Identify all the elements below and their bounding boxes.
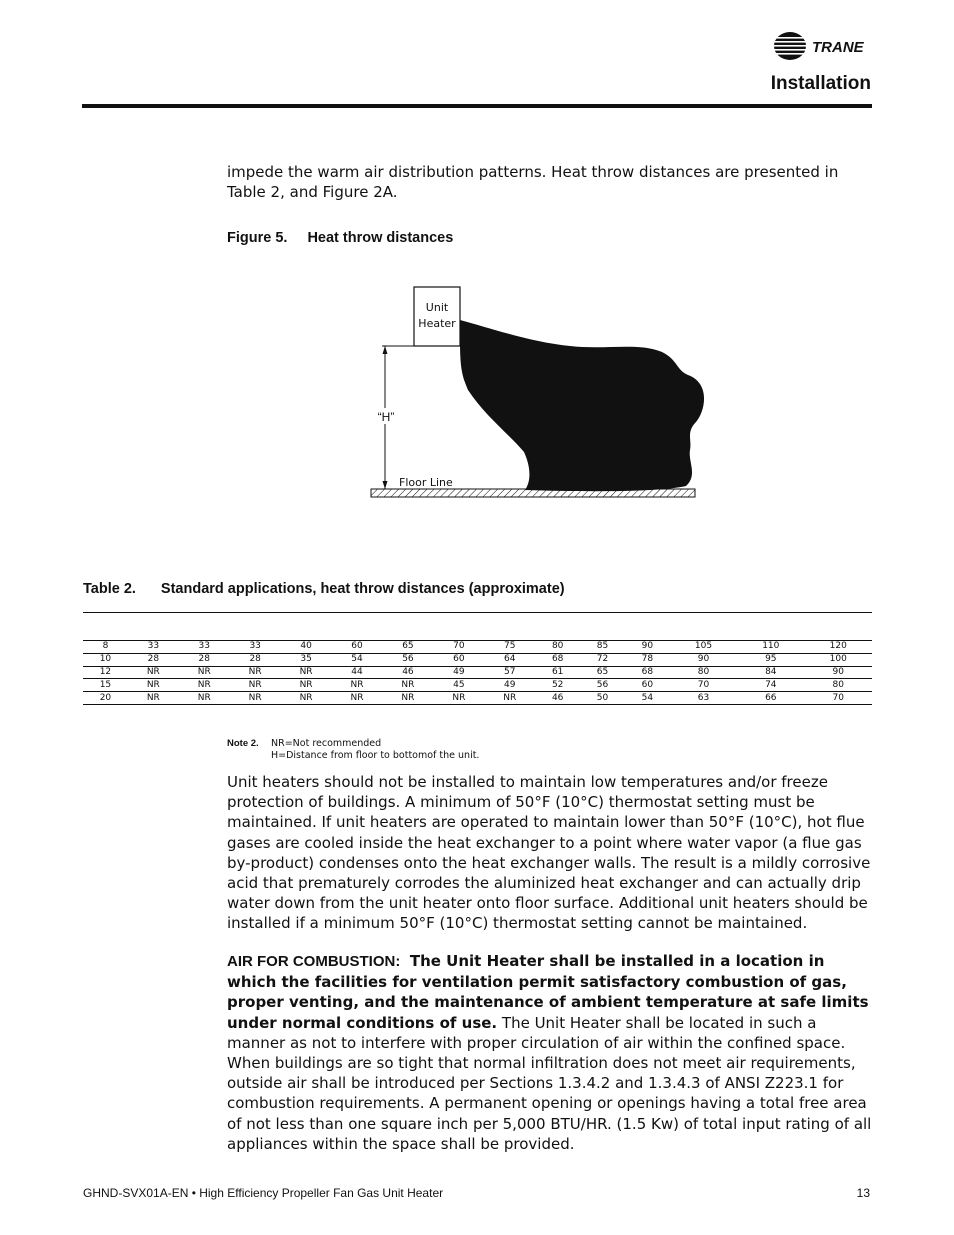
table-cell: 54 xyxy=(625,692,670,705)
table-top-rule xyxy=(83,612,872,613)
table-cell: NR xyxy=(230,679,281,692)
table-cell: NR xyxy=(128,679,179,692)
table-cell: 90 xyxy=(625,641,670,654)
air-combustion-bold: The Unit Heater shall be installed in a location in which the facilities for ventilation permit satisfactory combustion of gas, proper venting, and the maintenance of ambient temperature at safe limits under normal conditions of use. xyxy=(227,952,869,1032)
table-cell: NR xyxy=(179,679,230,692)
unit-label-line2: Heater xyxy=(418,317,456,330)
table-cell: 28 xyxy=(179,653,230,666)
table-cell: 57 xyxy=(484,666,535,679)
table-cell: 28 xyxy=(128,653,179,666)
table-cell: 72 xyxy=(580,653,625,666)
table-cell: 45 xyxy=(433,679,484,692)
table-cell: 44 xyxy=(332,666,383,679)
h-arrow-bottom xyxy=(383,481,388,489)
table-cell: 35 xyxy=(281,653,332,666)
unit-label-line1: Unit xyxy=(425,301,449,314)
table-cell: 20 xyxy=(83,692,128,705)
table-cell: NR xyxy=(281,692,332,705)
table-cell: 10 xyxy=(83,653,128,666)
table-row xyxy=(83,653,872,666)
table-cell: 50 xyxy=(580,692,625,705)
table-cell: 65 xyxy=(580,666,625,679)
table-cell: 52 xyxy=(535,679,580,692)
table-cell: 46 xyxy=(535,692,580,705)
table-cell: 74 xyxy=(737,679,804,692)
table-cell: 33 xyxy=(230,641,281,654)
trane-logo xyxy=(772,28,874,64)
table-cell: NR xyxy=(484,692,535,705)
table-cell: 56 xyxy=(382,653,433,666)
air-plume-shape xyxy=(460,320,704,491)
table-cell: 63 xyxy=(670,692,737,705)
h-arrow-top xyxy=(383,346,388,354)
table-row xyxy=(83,679,872,692)
h-label: “H” xyxy=(377,410,395,424)
table-cell: NR xyxy=(433,692,484,705)
table-cell: 105 xyxy=(670,641,737,654)
table-cell: 15 xyxy=(83,679,128,692)
heat-throw-diagram xyxy=(360,280,720,510)
table-row xyxy=(83,692,872,705)
table-cell: 100 xyxy=(804,653,872,666)
table-cell: 95 xyxy=(737,653,804,666)
table-cell: 70 xyxy=(433,641,484,654)
note-label: Note 2. xyxy=(227,738,259,749)
footer-page-number: 13 xyxy=(856,1186,870,1200)
table-cell: 60 xyxy=(625,679,670,692)
table-cell: 56 xyxy=(580,679,625,692)
figure-number: Figure 5. xyxy=(227,230,288,246)
table-cell: 12 xyxy=(83,666,128,679)
paragraph-air-for-combustion xyxy=(227,951,872,1154)
brand-text: TRANE xyxy=(812,39,864,56)
table-cell: NR xyxy=(382,679,433,692)
table-note xyxy=(227,738,479,761)
table-cell: NR xyxy=(332,679,383,692)
table-cell: NR xyxy=(281,679,332,692)
table-cell: 80 xyxy=(804,679,872,692)
table-caption xyxy=(83,581,565,597)
table-cell: 68 xyxy=(535,653,580,666)
table-cell: 64 xyxy=(484,653,535,666)
table-cell: 90 xyxy=(670,653,737,666)
footer-document-title: GHND-SVX01A-EN • High Efficiency Propeller Fan Gas Unit Heater xyxy=(83,1186,444,1200)
table-cell: NR xyxy=(230,692,281,705)
table-cell: NR xyxy=(382,692,433,705)
table-title: Standard applications, heat throw distances (approximate) xyxy=(160,581,565,597)
table-cell: NR xyxy=(230,666,281,679)
paragraph-freeze-protection: Unit heaters should not be installed to maintain low temperatures and/or freeze protection of buildings. A minimum of 50°F (10°C) thermostat setting must be maintained. If unit heaters are operated to maintain lower than 50°F (10°C), hot flue gases are cooled inside the heat exchanger to a point where water vapor (a flue gas by-product) condenses onto the heat exchanger walls. The result is a mildly corrosive acid that prematurely corrodes the aluminized heat exchanger and can actually drip water down from the unit heater onto floor surface. Additional unit heaters should be installed if a minimum 50°F (10°C) thermostat setting cannot be maintained. xyxy=(227,773,871,933)
table-cell: NR xyxy=(332,692,383,705)
table-cell: 46 xyxy=(382,666,433,679)
table-cell: 60 xyxy=(433,653,484,666)
table-cell: 75 xyxy=(484,641,535,654)
table-cell: 65 xyxy=(382,641,433,654)
table-cell: 49 xyxy=(433,666,484,679)
air-combustion-heading: AIR FOR COMBUSTION: xyxy=(227,953,401,970)
table-cell: NR xyxy=(179,692,230,705)
note-line2: H=Distance from floor to bottomof the unit. xyxy=(271,749,480,761)
table-cell: 61 xyxy=(535,666,580,679)
table-row xyxy=(83,641,872,654)
table-cell: NR xyxy=(179,666,230,679)
intro-paragraph: impede the warm air distribution patterns. Heat throw distances are presented in Table 2, and Figure 2A. xyxy=(227,163,839,202)
table-cell: 85 xyxy=(580,641,625,654)
table-cell: 8 xyxy=(83,641,128,654)
floor-line-label: Floor Line xyxy=(399,476,453,489)
table-cell: 68 xyxy=(625,666,670,679)
table-cell: 66 xyxy=(737,692,804,705)
section-title: Installation xyxy=(770,73,871,94)
figure-title: Heat throw distances xyxy=(307,230,454,246)
table-cell: 33 xyxy=(128,641,179,654)
table-number: Table 2. xyxy=(83,581,136,597)
table-cell: 80 xyxy=(670,666,737,679)
header-rule xyxy=(82,104,872,108)
table-cell: 33 xyxy=(179,641,230,654)
table-cell: 84 xyxy=(737,666,804,679)
table-cell: 54 xyxy=(332,653,383,666)
table-cell: 60 xyxy=(332,641,383,654)
floor-hatch xyxy=(371,489,695,497)
air-combustion-text: The Unit Heater shall be located in such a manner as not to interfere with proper circulation of air within the confined space. When buildings are so tight that normal infiltration does not meet air requirements, outside air shall be introduced per Sections 1.3.4.2 and 1.3.4.3 of ANSI Z223.1 for combustion requirements. A permanent opening or openings having a total free area of not less than one square inch per 5,000 BTU/HR. (1.5 Kw) of total input rating of all appliances within the space shall be provided. xyxy=(227,1013,872,1153)
table-cell: 120 xyxy=(804,641,872,654)
table-cell: 70 xyxy=(804,692,872,705)
note-line1: NR=Not recommended xyxy=(271,738,382,749)
table-cell: 40 xyxy=(281,641,332,654)
table-cell: 70 xyxy=(670,679,737,692)
table-cell: NR xyxy=(128,666,179,679)
table-cell: NR xyxy=(128,692,179,705)
table-cell: 28 xyxy=(230,653,281,666)
figure-caption xyxy=(227,230,453,246)
table-cell: 110 xyxy=(737,641,804,654)
table-cell: 49 xyxy=(484,679,535,692)
table-cell: 80 xyxy=(535,641,580,654)
table-row xyxy=(83,666,872,679)
table-cell: 90 xyxy=(804,666,872,679)
table-cell: 78 xyxy=(625,653,670,666)
heat-throw-table xyxy=(83,640,872,705)
table-cell: NR xyxy=(281,666,332,679)
